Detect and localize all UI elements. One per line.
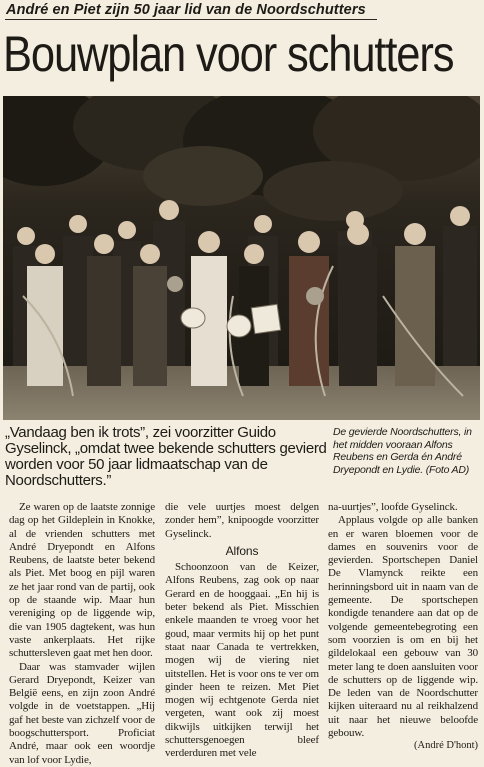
subheading: Alfons xyxy=(225,543,259,558)
headline: Bouwplan voor schutters xyxy=(3,26,454,82)
article-column-3 xyxy=(328,501,478,740)
paragraph: Ze waren op de laatste zonnige dag op het Gildeplein in Knokke, al de vrienden schutters met André Dryepondt en Alfons Reubens, de laatste beter bekend als Piet. Met boog en pijl waren ze het jaar rond van de partij, ook op de staande wip. Maar hun vereniging op de liggende wip, die van 1905 dagtekent, was hun vaste ankerplaats. Het rijke schuttersleven gaat met hen door. xyxy=(9,501,155,660)
pull-quote: „Vandaag ben ik trots”, zei voorzitter Guido Gyselinck, „omdat twee bekende schutters gevierd worden voor 50 jaar lidmaatschap van de Noordschutters.” xyxy=(5,424,327,489)
paragraph: Schoonzoon van de Keizer, Alfons Reubens, zag ook op naar Gerard en de hooggaai. „En hij is beter bekend als Piet. Misschien enkele maanden te vroeg voor het goud, maar vermits hij op het punt staat naar Canada te vertrekken, mogen wij de viering niet uitstellen. Het is voor ons te ver om ginder heen te reizen. Met Piet mogen wij echtgenote Gerda niet vergeten, want ook zij moest dikwijls uitkijken terwijl het schuttersgenoegen bleef verderduren met vele xyxy=(165,561,319,760)
paragraph: Applaus volgde op alle banken en er waren bloemen voor de dames en souvenirs voor de gevierden. Sportschepen Daniel De Vlamynck reikte een herinningsbord uit in naam van de gemeente. De sportschepen kondigde tenandere aan dat op de volgende gemeentebegroting een som voorzien is om en bij het gildelokaal een gebouw van 30 meter lang te doen aansluiten voor de schutters op de liggende wip. De leden van de Noordschutter kijken uiteraard nu al reikhalzend uit naar het nieuwe beloofde gebouw. xyxy=(328,514,478,740)
paragraph: die vele uurtjes moest delgen zonder hem”, knipoogde voorzitter Gyselinck. xyxy=(165,501,319,540)
group-photo-image xyxy=(3,96,480,420)
paragraph: na-uurtjes”, loofde Gyselinck. xyxy=(328,501,458,513)
kicker-underline xyxy=(5,19,377,20)
kicker-line: André en Piet zijn 50 jaar lid van de Noordschutters xyxy=(6,2,366,18)
article-column-1 xyxy=(9,501,155,767)
article-column-2 xyxy=(165,501,319,761)
paragraph: Daar was stamvader wijlen Gerard Dryepondt, Keizer van België eens, en zijn zoon André volgde in de voetstappen. „Hij gaf het beste van zichzelf voor de boogschuttersport. Proficiat André, maar ook een woordje van lof voor Lydie, xyxy=(9,660,155,766)
group-photo xyxy=(3,96,480,420)
photo-caption: De gevierde Noordschutters, in het midden vooraan Alfons Reubens en Gerda én André Dryepondt en Lydie. (Foto AD) xyxy=(333,426,472,476)
byline: (André D'hont) xyxy=(414,740,478,751)
